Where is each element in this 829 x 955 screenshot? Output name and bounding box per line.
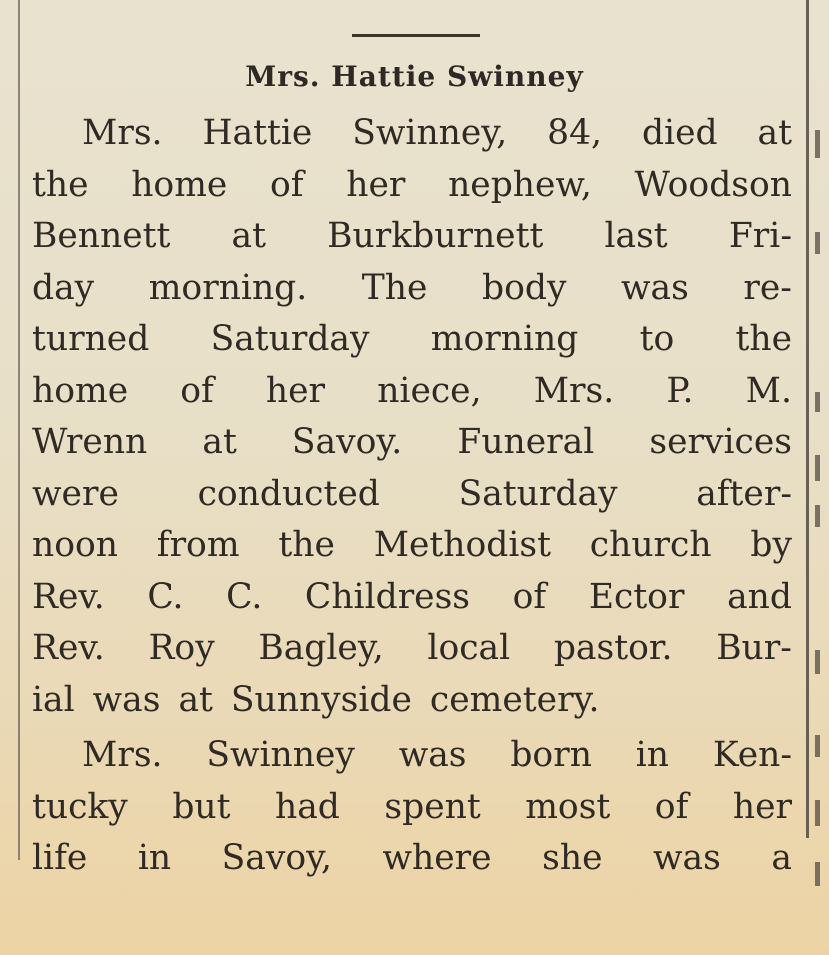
word: at (757, 113, 792, 153)
word: tucky (32, 786, 128, 827)
word: C. (147, 576, 184, 617)
word: church (589, 525, 712, 565)
word: her (732, 786, 792, 827)
word: Mrs. (533, 370, 615, 411)
word: services (649, 422, 792, 462)
text-line (32, 417, 792, 469)
word: Mrs. (82, 735, 163, 775)
text-line (32, 108, 792, 160)
word: C. (226, 576, 263, 617)
word: most (525, 786, 611, 827)
word: Savoy, (221, 838, 332, 878)
text-line (32, 314, 792, 366)
word: of (180, 370, 214, 411)
word: Childress (304, 576, 471, 617)
word: the (32, 164, 89, 205)
word: Wrenn (32, 422, 148, 462)
text-line (32, 623, 792, 675)
word: the (735, 319, 792, 359)
text-line (32, 366, 792, 418)
word: after- (696, 473, 792, 514)
word: Ken- (712, 735, 792, 775)
word: was (92, 679, 161, 720)
word: had (275, 786, 340, 827)
word: Swinney, (352, 113, 508, 153)
text-line (32, 782, 792, 834)
word: Funeral (457, 422, 595, 462)
text-line (32, 730, 792, 782)
word: Fri- (728, 216, 792, 256)
headline-rule (352, 34, 480, 37)
word: conducted (197, 473, 380, 514)
word: of (270, 164, 304, 205)
column-rule-right (806, 0, 809, 838)
word: life (32, 838, 88, 878)
word: Roy (148, 628, 215, 668)
word: M. (745, 370, 792, 411)
word: day (32, 267, 95, 308)
text-line (32, 469, 792, 521)
word: home (32, 370, 129, 411)
word: Burkburnett (327, 216, 544, 256)
word: were (32, 473, 119, 514)
word: Rev. (32, 628, 105, 668)
word: from (156, 525, 240, 565)
word: born (510, 735, 592, 775)
text-line (32, 572, 792, 624)
word: died (641, 113, 718, 153)
word: to (639, 319, 675, 359)
word: Mrs. (82, 113, 163, 153)
text-line (32, 160, 792, 212)
word: ial (32, 679, 75, 720)
word: Woodson (634, 164, 792, 205)
word: at (202, 422, 237, 462)
word: re- (743, 267, 792, 308)
word: Hattie (202, 113, 313, 153)
word: where (382, 838, 492, 878)
word: nephew, (448, 164, 592, 205)
column-rule-left (18, 0, 20, 860)
word: Saturday (458, 473, 618, 514)
word: Ector (588, 576, 685, 617)
word: spent (384, 786, 481, 827)
word: was (653, 838, 721, 878)
word: of (512, 576, 547, 617)
word: at (231, 216, 266, 256)
word: The (361, 267, 428, 308)
word: morning. (148, 267, 308, 308)
word: local (427, 628, 511, 668)
word: Bagley, (258, 628, 384, 668)
word: P. (666, 370, 694, 411)
word: was (398, 735, 467, 775)
word: she (542, 838, 603, 878)
word: last (604, 216, 668, 256)
word: niece, (377, 370, 482, 411)
word: cemetery. (429, 679, 600, 720)
word: 84, (547, 113, 603, 153)
word: body (482, 267, 567, 308)
word: home (131, 164, 228, 205)
word: Methodist (373, 525, 551, 565)
word: Savoy. (291, 422, 403, 462)
word: at (178, 679, 213, 720)
text-line (32, 675, 792, 727)
word: noon (32, 525, 118, 565)
word: of (654, 786, 689, 827)
word: but (172, 786, 231, 827)
word: pastor. (553, 628, 673, 668)
word: in (137, 838, 172, 878)
word: her (265, 370, 326, 411)
word: a (771, 838, 792, 878)
text-line (32, 211, 792, 263)
word: the (278, 525, 335, 565)
article-headline: Mrs. Hattie Swinney (245, 60, 584, 93)
text-line (32, 833, 792, 885)
word: Bur- (716, 628, 792, 668)
word: by (750, 525, 792, 565)
word: Saturday (210, 319, 370, 359)
word: Bennett (32, 216, 171, 256)
word: turned (32, 319, 150, 359)
word: her (346, 164, 406, 205)
word: in (635, 735, 670, 775)
word: Sunnyside (230, 679, 412, 720)
word: and (727, 576, 792, 617)
article-body (32, 108, 792, 885)
word: Rev. (32, 576, 105, 617)
word: was (621, 267, 689, 308)
text-line (32, 263, 792, 315)
word: Swinney (206, 735, 355, 775)
text-line (32, 520, 792, 572)
word: morning (430, 319, 579, 359)
adjacent-column-edge (813, 0, 829, 955)
